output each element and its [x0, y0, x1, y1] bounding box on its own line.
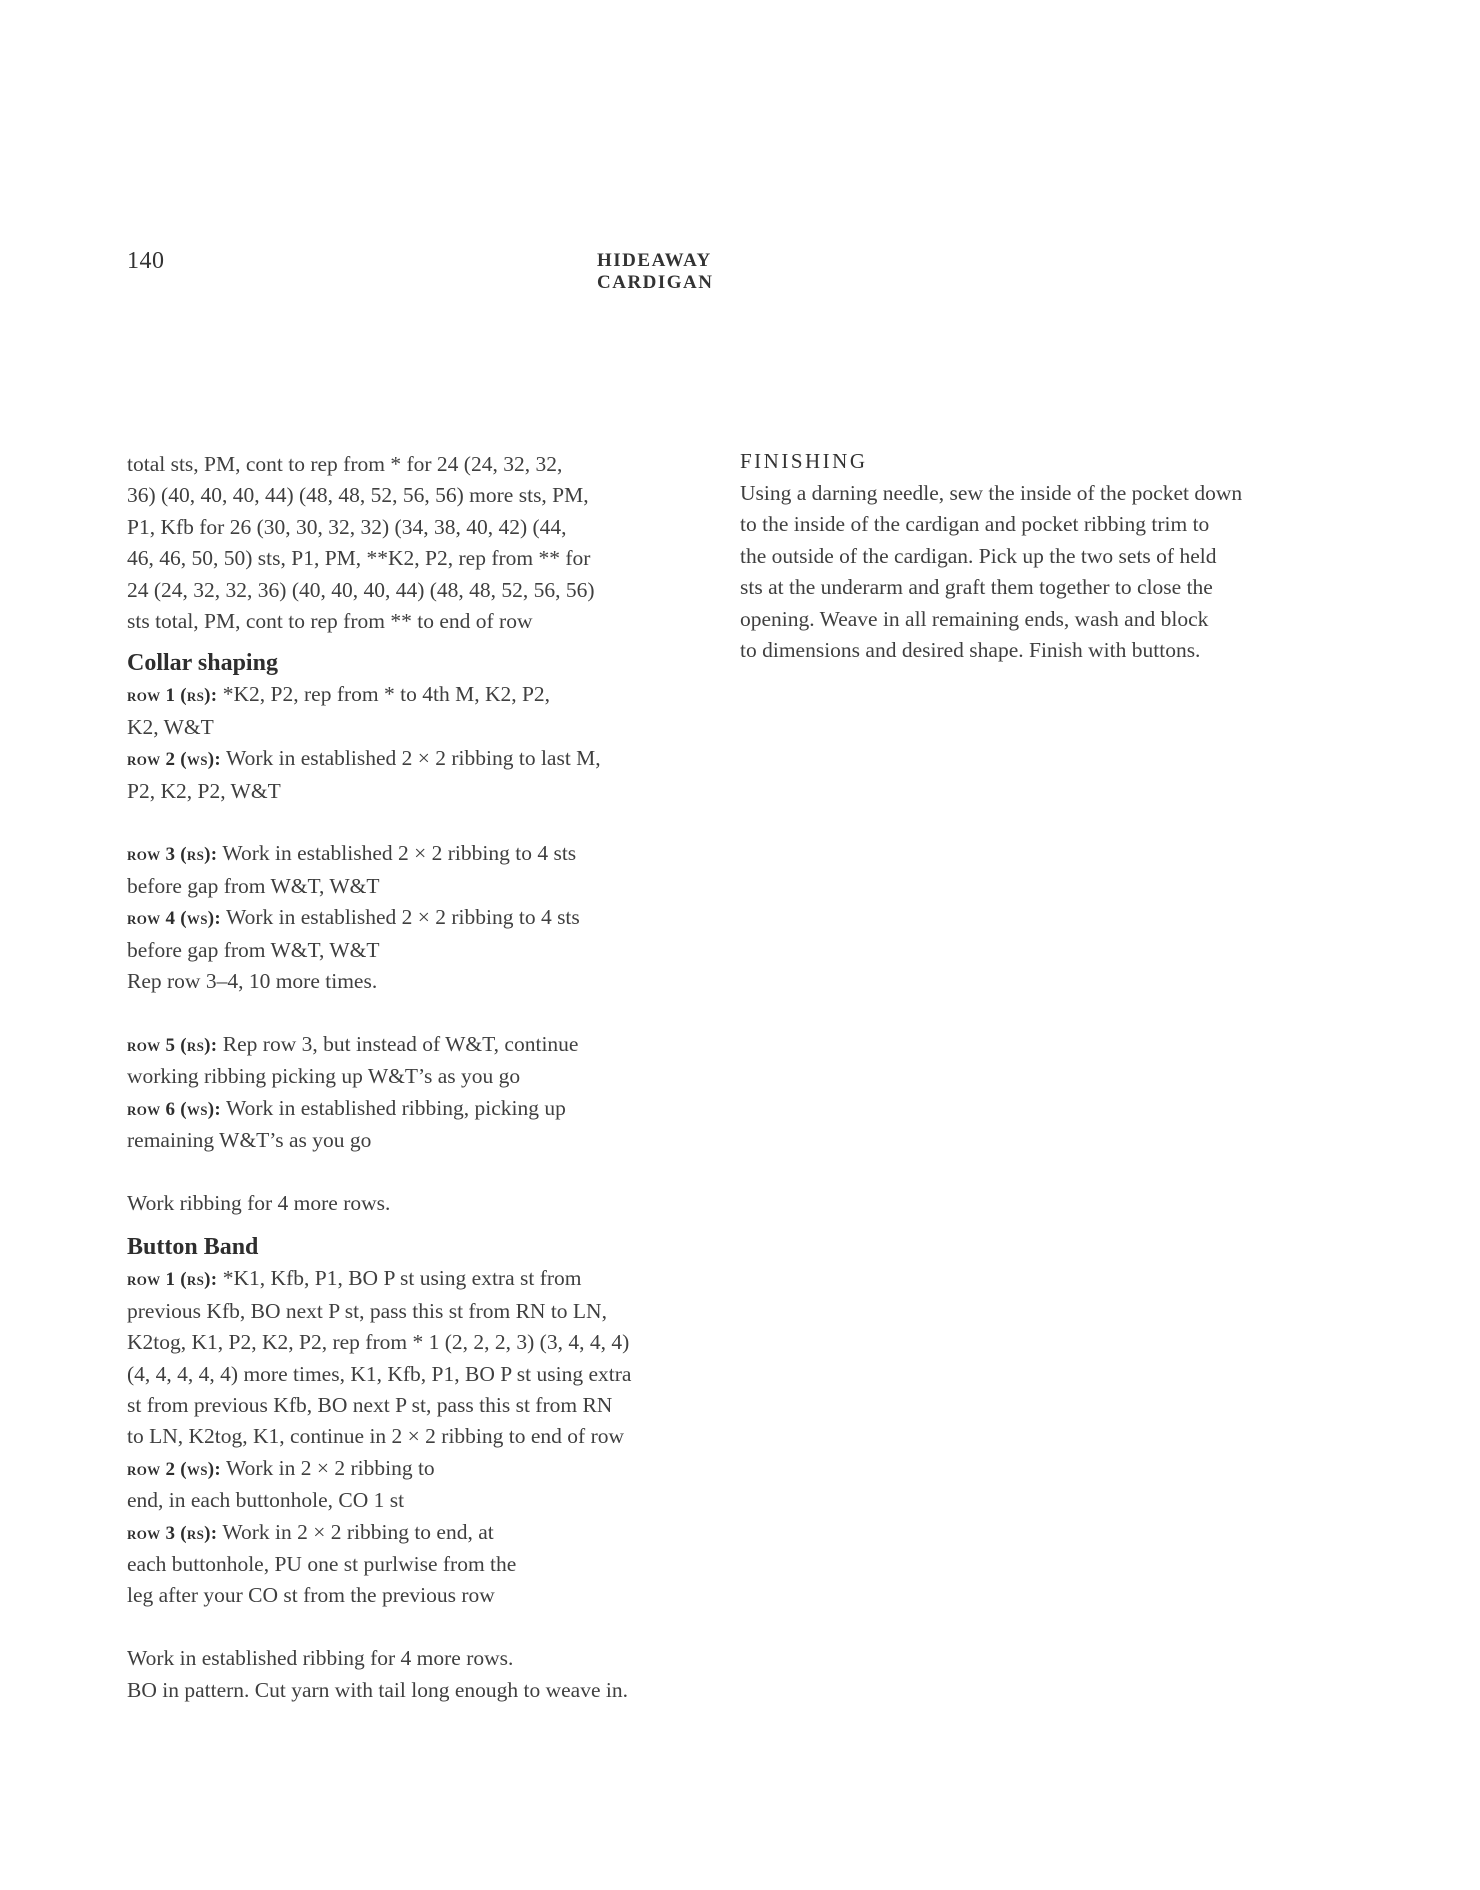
text-line: P2, K2, P2, W&T [127, 778, 281, 803]
left-column [127, 449, 712, 1706]
row-label: row 5 (rs): [127, 1034, 218, 1056]
right-column [740, 446, 1360, 666]
text-line: Using a darning needle, sew the inside of the pocket down [740, 481, 1243, 505]
row-label: row 3 (rs): [127, 1522, 218, 1544]
final-line-2: BO in pattern. Cut yarn with tail long enough to weave in. [127, 1677, 628, 1702]
text-line: K2tog, K1, P2, K2, P2, rep from * 1 (2, 2, 2, 3) (3, 4, 4, 4) [127, 1330, 630, 1355]
band-row-1: row 1 (rs): *K1, Kfb, P1, BO P st using extra st from [127, 1266, 582, 1291]
row-label: row 1 (rs): [127, 685, 218, 707]
collar-shaping-heading: Collar shaping [127, 650, 278, 677]
text-line: each buttonhole, PU one st purlwise from the [127, 1551, 517, 1576]
text-line: st from previous Kfb, BO next P st, pass this st from RN [127, 1392, 613, 1417]
row-label: row 3 (rs): [127, 844, 218, 866]
text-line: to LN, K2tog, K1, continue in 2 × 2 ribbing to end of row [127, 1424, 625, 1449]
page-number: 140 [127, 248, 165, 274]
text-line: total sts, PM, cont to rep from * for 24 (24, 32, 32, [127, 452, 563, 476]
text-line: 46, 46, 50, 50) sts, P1, PM, **K2, P2, rep from ** for [127, 546, 591, 571]
text-line: K2, W&T [127, 714, 214, 739]
text-line: to the inside of the cardigan and pocket ribbing trim to [740, 512, 1210, 537]
intro-paragraph [127, 449, 712, 637]
collar-row-3: row 3 (rs): Work in established 2 × 2 ribbing to 4 sts [127, 841, 577, 866]
row-label: row 2 (ws): [127, 1458, 222, 1480]
running-title: HIDEAWAY CARDIGAN [597, 250, 714, 293]
text-line: (4, 4, 4, 4, 4) more times, K1, Kfb, P1, BO P st using extra [127, 1361, 632, 1386]
final-line-1: Work in established ribbing for 4 more rows. [127, 1646, 514, 1671]
text-line: previous Kfb, BO next P st, pass this st from RN to LN, [127, 1298, 607, 1323]
text-line: leg after your CO st from the previous row [127, 1583, 495, 1608]
text-line: before gap from W&T, W&T [127, 873, 380, 898]
text-line: end, in each buttonhole, CO 1 st [127, 1488, 405, 1513]
text-line: P1, Kfb for 26 (30, 30, 32, 32) (34, 38, 40, 42) (44, [127, 514, 567, 539]
text-line: sts at the underarm and graft them together to close the [740, 575, 1213, 600]
band-row-3: row 3 (rs): Work in 2 × 2 ribbing to end, at [127, 1519, 494, 1544]
text-line: 24 (24, 32, 32, 36) (40, 40, 40, 44) (48, 48, 52, 56, 56) [127, 577, 595, 602]
row-label: row 2 (ws): [127, 749, 222, 771]
text-line: before gap from W&T, W&T [127, 937, 380, 962]
collar-row-1: row 1 (rs): *K2, P2, rep from * to 4th M, K2, P2, [127, 682, 551, 707]
collar-row-4: row 4 (ws): Work in established 2 × 2 ribbing to 4 sts [127, 905, 580, 930]
button-band-heading: Button Band [127, 1234, 259, 1261]
text-line: opening. Weave in all remaining ends, wash and block [740, 606, 1209, 631]
row-label: row 1 (rs): [127, 1269, 218, 1291]
collar-row-2: row 2 (ws): Work in established 2 × 2 ribbing to last M, [127, 746, 601, 771]
collar-row-5: row 5 (rs): Rep row 3, but instead of W&T, continue [127, 1031, 579, 1056]
repeat-note: Rep row 3–4, 10 more times. [127, 969, 378, 994]
row-label: row 6 (ws): [127, 1098, 222, 1120]
page-header [127, 248, 827, 293]
finishing-heading: FINISHING [740, 449, 868, 473]
band-row-2: row 2 (ws): Work in 2 × 2 ribbing to [127, 1455, 435, 1480]
text-line: the outside of the cardigan. Pick up the two sets of held [740, 543, 1217, 568]
more-rows-note: Work ribbing for 4 more rows. [127, 1190, 391, 1215]
text-line: to dimensions and desired shape. Finish with buttons. [740, 638, 1201, 663]
collar-row-6: row 6 (ws): Work in established ribbing, picking up [127, 1095, 566, 1120]
row-label: row 4 (ws): [127, 908, 222, 930]
text-line: 36) (40, 40, 40, 44) (48, 48, 52, 56, 56) more sts, PM, [127, 483, 589, 508]
text-line: remaining W&T’s as you go [127, 1128, 372, 1153]
text-line: sts total, PM, cont to rep from ** to end of row [127, 609, 533, 634]
text-line: working ribbing picking up W&T’s as you go [127, 1064, 521, 1089]
